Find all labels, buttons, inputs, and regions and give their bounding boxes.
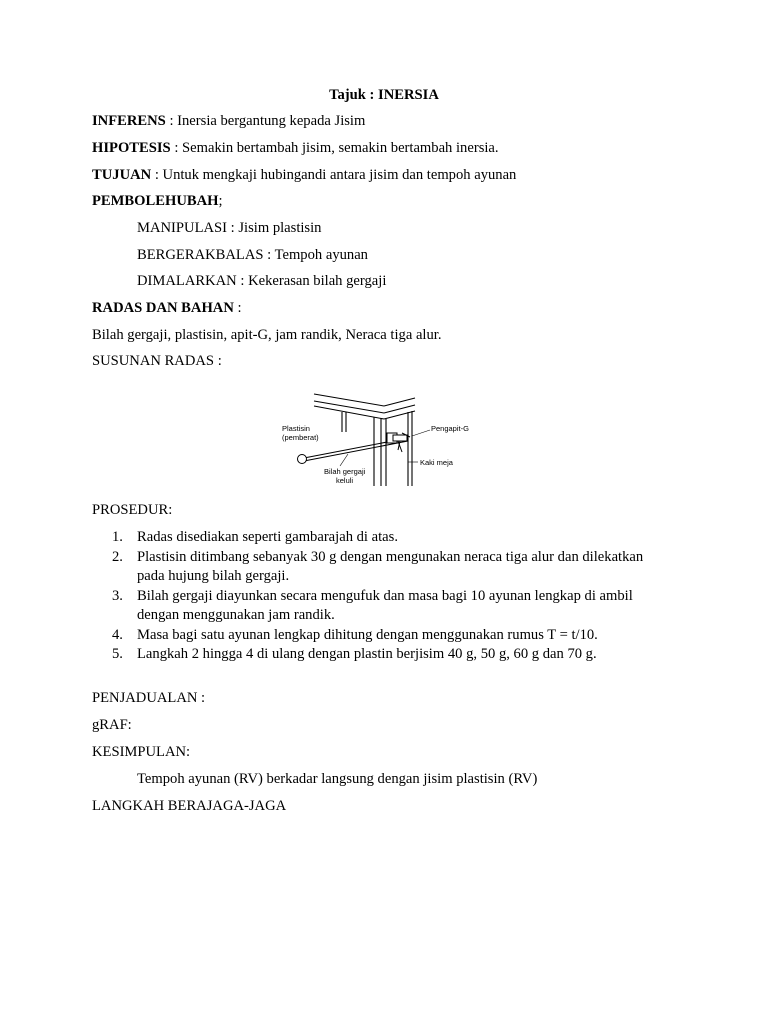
langkah-heading: LANGKAH BERAJAGA-JAGA [92, 798, 287, 814]
hipotesis-line [92, 139, 499, 157]
label-plastisin: Plastisin [282, 424, 310, 433]
penjadualan-heading: PENJADUALAN : [92, 690, 206, 706]
step-text: Radas disediakan seperti gambarajah di atas. [137, 529, 398, 545]
step-number: 5. [112, 646, 123, 662]
radas-items: Bilah gergaji, plastisin, apit-G, jam randik, Neraca tiga alur. [92, 327, 442, 343]
document-title: Tajuk : INERSIA [329, 87, 439, 103]
radas-suffix: : [233, 300, 242, 316]
step-text: Plastisin ditimbang sebanyak 30 g dengan mengunakan neraca tiga alur dan dilekatkan [137, 548, 644, 565]
inferens-label: INFERENS [92, 113, 166, 129]
kesimpulan-heading: KESIMPULAN: [92, 744, 191, 760]
tujuan-label: TUJUAN [92, 167, 152, 183]
step-text-continued: pada hujung bilah gergaji. [137, 568, 290, 584]
procedure-list [92, 528, 692, 665]
procedure-step [92, 528, 692, 548]
tujuan-text: : Untuk mengkaji hubingandi antara jisim dan tempoh ayunan [151, 167, 517, 183]
procedure-step [92, 626, 692, 646]
bergerakbalas-line: BERGERAKBALAS : Tempoh ayunan [137, 247, 368, 263]
susunan-radas-heading: SUSUNAN RADAS : [92, 353, 222, 369]
step-number: 4. [112, 626, 123, 643]
apparatus-diagram [280, 392, 480, 486]
label-kaki-meja: Kaki meja [420, 458, 453, 467]
hipotesis-text: : Semakin bertambah jisim, semakin bertambah inersia. [170, 140, 499, 156]
dimalarkan-line: DIMALARKAN : Kekerasan bilah gergaji [137, 273, 387, 289]
plasticine-weight [298, 455, 307, 464]
step-text: Langkah 2 hingga 4 di ulang dengan plastin berjisim 40 g, 50 g, 60 g dan 70 g. [137, 646, 597, 662]
pembolehubah-label: PEMBOLEHUBAH [92, 193, 219, 209]
step-number: 2. [112, 548, 123, 565]
step-text: Masa bagi satu ayunan lengkap dihitung dengan menggunakan rumus T = t/10. [137, 626, 598, 643]
g-clamp [387, 433, 410, 452]
label-pemberat: (pemberat) [282, 433, 319, 442]
radas-label: RADAS DAN BAHAN [92, 300, 234, 316]
pembolehubah-line [92, 192, 223, 210]
tujuan-line [92, 166, 516, 184]
hipotesis-label: HIPOTESIS [92, 140, 171, 156]
label-bilah-gergaji: Bilah gergaji [324, 467, 366, 476]
radas-line [92, 299, 242, 317]
pembolehubah-suffix: ; [218, 193, 223, 209]
step-text: Bilah gergaji diayunkan secara mengufuk dan masa bagi 10 ayunan lengkap di ambil [137, 587, 633, 604]
step-number: 1. [112, 529, 123, 545]
label-keluli: keluli [336, 476, 354, 485]
step-text-continued: dengan menggunakan jam randik. [137, 607, 335, 623]
procedure-step [92, 548, 692, 587]
manipulasi-line: MANIPULASI : Jisim plastisin [137, 220, 322, 236]
procedure-step [92, 587, 692, 626]
kesimpulan-text: Tempoh ayunan (RV) berkadar langsung dengan jisim plastisin (RV) [137, 771, 538, 787]
prosedur-heading: PROSEDUR: [92, 502, 173, 518]
label-pengapit: Pengapit-G [431, 424, 469, 433]
inferens-text: : Inersia bergantung kepada Jisim [165, 113, 366, 129]
graf-heading: gRAF: [92, 717, 132, 733]
inferens-line [92, 112, 365, 130]
table-top [314, 394, 415, 419]
step-number: 3. [112, 587, 123, 604]
procedure-step [92, 645, 692, 665]
